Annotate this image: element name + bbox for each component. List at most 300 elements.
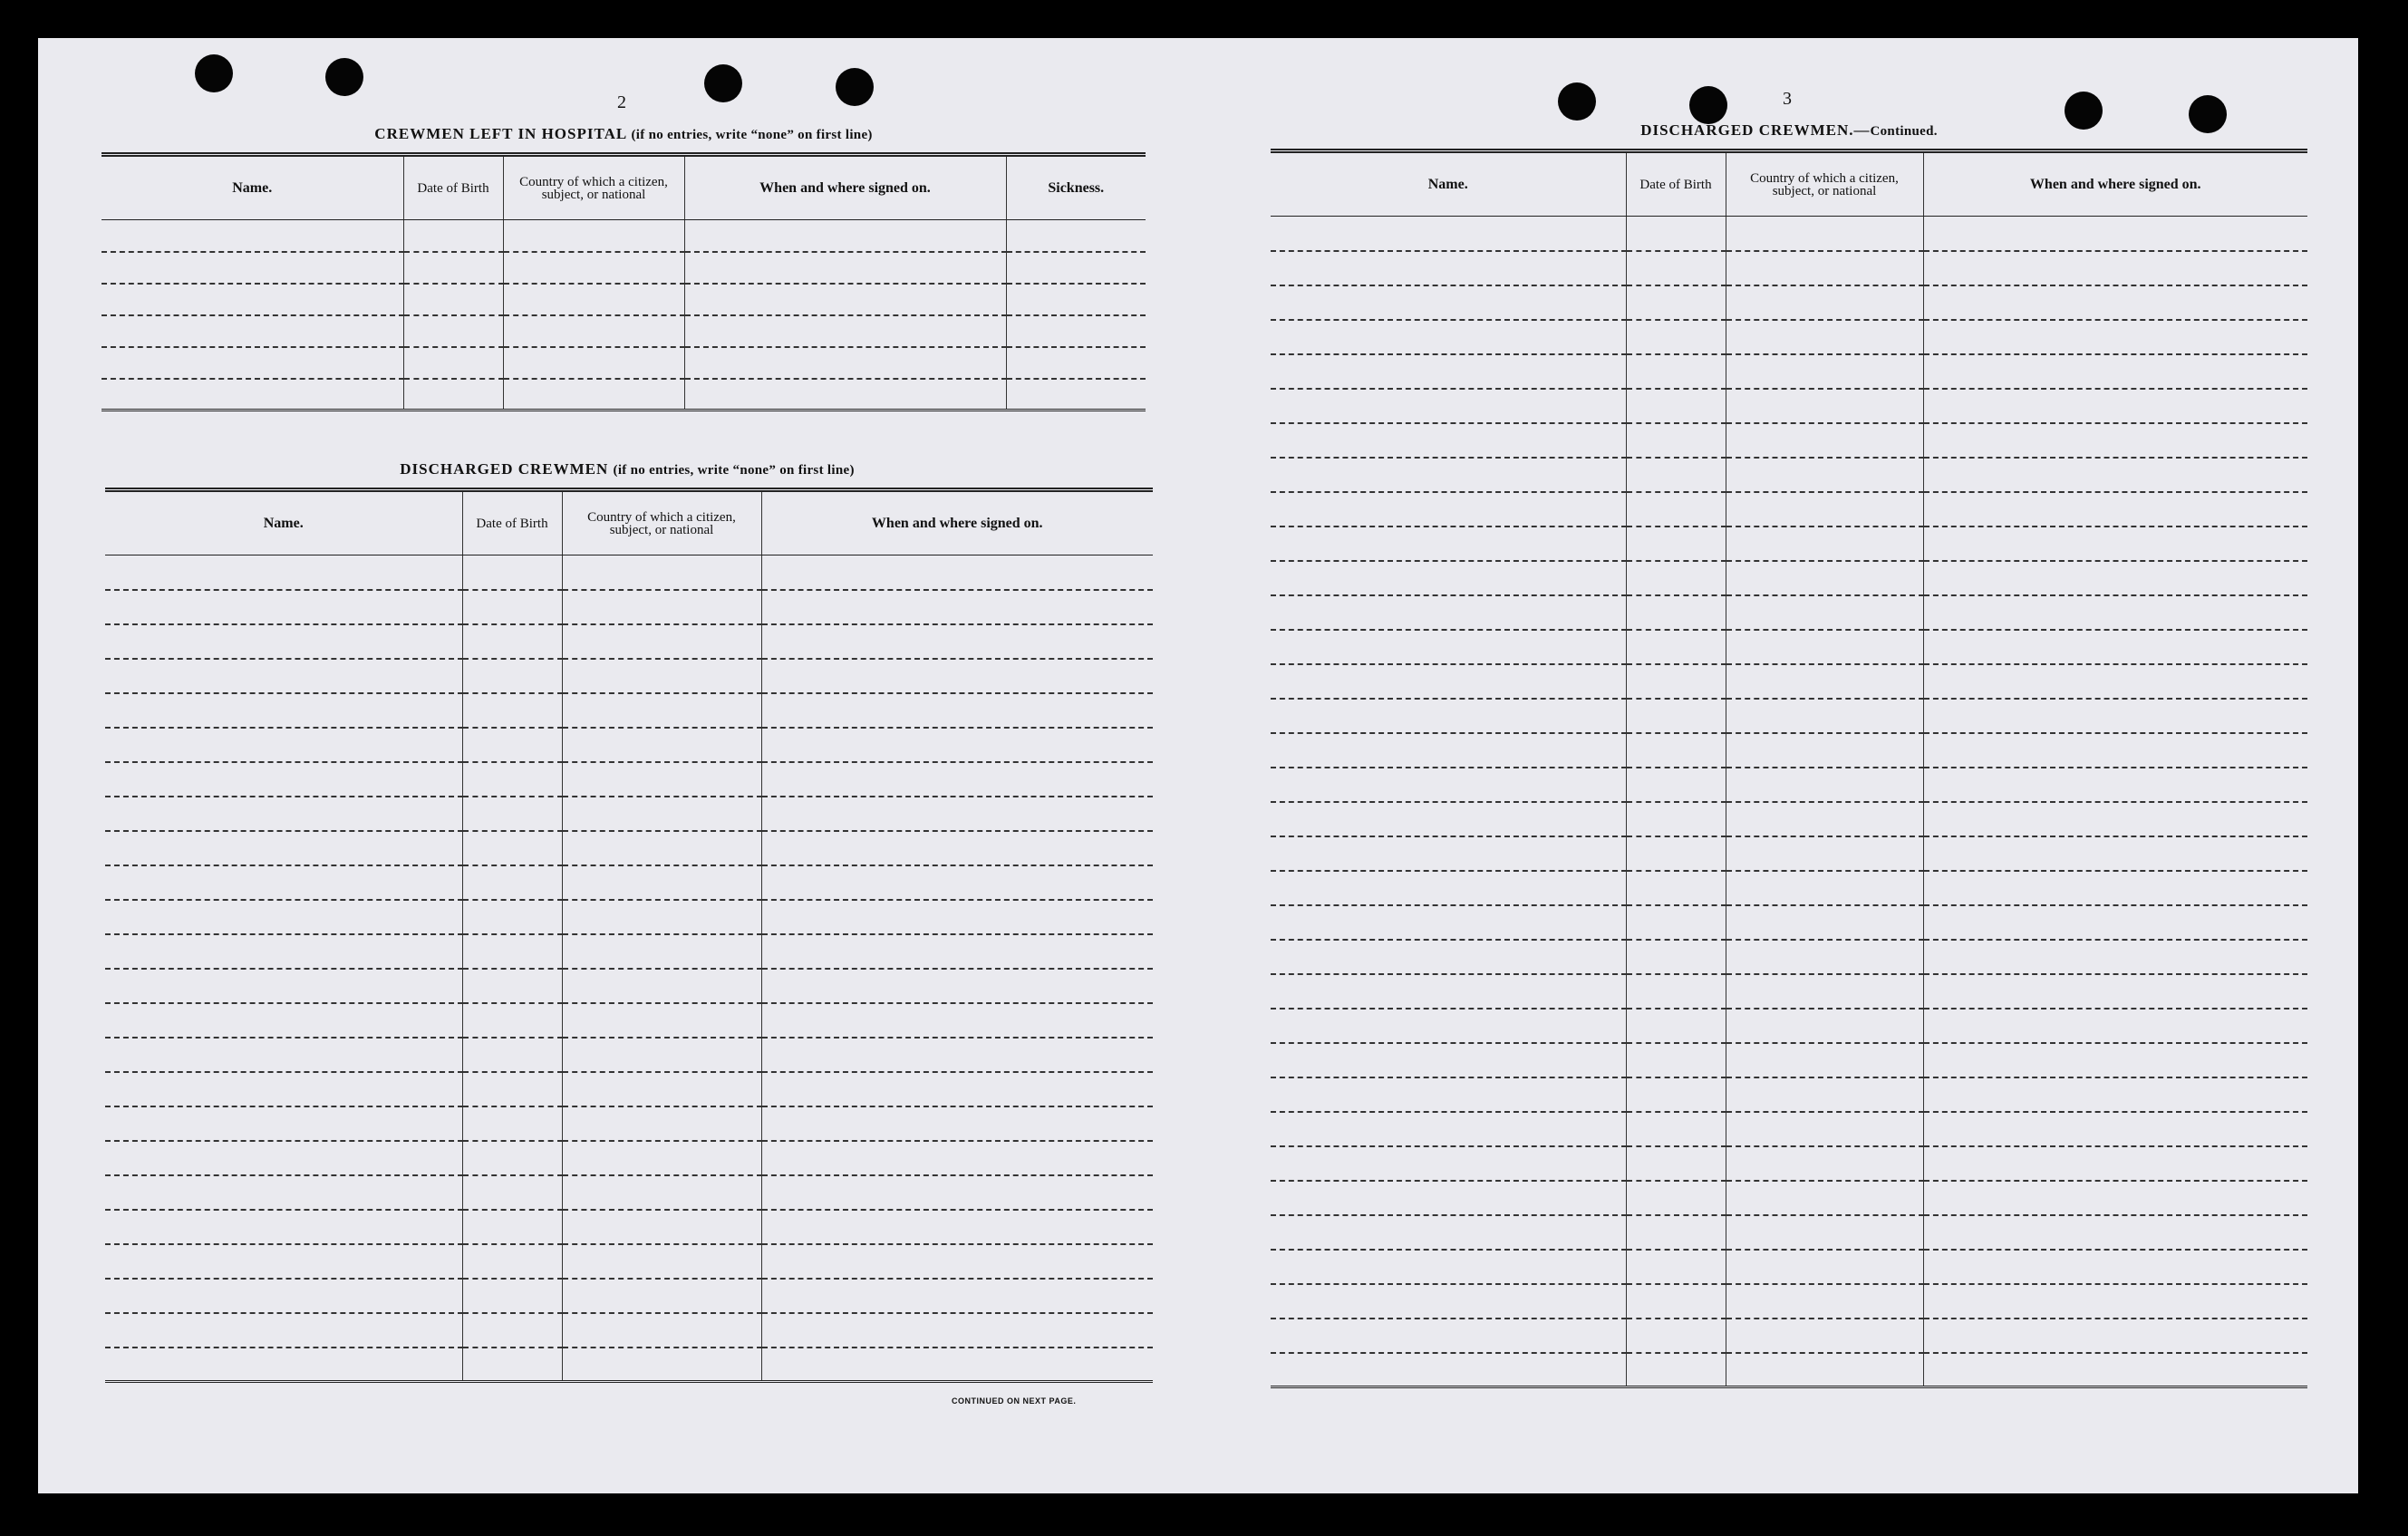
blank-entry-cell[interactable] bbox=[562, 1279, 761, 1313]
blank-entry-cell[interactable] bbox=[1923, 354, 2307, 389]
blank-entry-cell[interactable] bbox=[1626, 1043, 1726, 1077]
blank-entry-cell[interactable] bbox=[1923, 389, 2307, 423]
blank-entry-cell[interactable] bbox=[562, 969, 761, 1003]
blank-entry-cell[interactable] bbox=[1271, 320, 1626, 354]
blank-entry-cell[interactable] bbox=[403, 315, 503, 347]
blank-entry-cell[interactable] bbox=[462, 659, 562, 693]
table-row bbox=[1271, 217, 2307, 251]
blank-entry-cell[interactable] bbox=[462, 1003, 562, 1038]
blank-entry-cell[interactable] bbox=[1271, 871, 1626, 905]
blank-entry-cell[interactable] bbox=[462, 555, 562, 590]
table-row bbox=[1271, 492, 2307, 526]
blank-entry-cell[interactable] bbox=[105, 934, 462, 969]
blank-entry-cell[interactable] bbox=[1626, 320, 1726, 354]
blank-entry-cell[interactable] bbox=[1271, 1215, 1626, 1250]
blank-entry-cell[interactable] bbox=[1626, 423, 1726, 458]
blank-entry-cell[interactable] bbox=[761, 1210, 1153, 1244]
blank-entry-cell[interactable] bbox=[105, 797, 462, 831]
blank-entry-cell[interactable] bbox=[1726, 940, 1923, 974]
blank-entry-cell[interactable] bbox=[761, 934, 1153, 969]
table-row bbox=[102, 379, 1146, 411]
blank-entry-cell[interactable] bbox=[1626, 595, 1726, 630]
blank-entry-cell[interactable] bbox=[1626, 802, 1726, 836]
blank-entry-cell[interactable] bbox=[1626, 251, 1726, 285]
blank-entry-cell[interactable] bbox=[1626, 1181, 1726, 1215]
blank-entry-cell[interactable] bbox=[102, 315, 403, 347]
blank-entry-cell[interactable] bbox=[1626, 940, 1726, 974]
blank-entry-cell[interactable] bbox=[462, 831, 562, 865]
table-row bbox=[1271, 526, 2307, 561]
blank-entry-cell[interactable] bbox=[562, 865, 761, 900]
blank-entry-cell[interactable] bbox=[1271, 526, 1626, 561]
blank-entry-cell[interactable] bbox=[1726, 1250, 1923, 1284]
blank-entry-cell[interactable] bbox=[462, 797, 562, 831]
blank-entry-cell[interactable] bbox=[684, 315, 1006, 347]
hospital-title-note: (if no entries, write “none” on first line) bbox=[631, 128, 873, 142]
blank-entry-cell[interactable] bbox=[1271, 1077, 1626, 1112]
blank-entry-cell[interactable] bbox=[102, 347, 403, 379]
blank-entry-cell[interactable] bbox=[562, 934, 761, 969]
blank-entry-cell[interactable] bbox=[1271, 389, 1626, 423]
blank-entry-cell[interactable] bbox=[1726, 526, 1923, 561]
blank-entry-cell[interactable] bbox=[1726, 492, 1923, 526]
table-row bbox=[105, 555, 1153, 590]
blank-entry-cell[interactable] bbox=[105, 969, 462, 1003]
blank-entry-cell[interactable] bbox=[105, 1313, 462, 1348]
blank-entry-cell[interactable] bbox=[105, 555, 462, 590]
blank-entry-cell[interactable] bbox=[761, 831, 1153, 865]
blank-entry-cell[interactable] bbox=[562, 1141, 761, 1175]
blank-entry-cell[interactable] bbox=[761, 1348, 1153, 1382]
blank-entry-cell[interactable] bbox=[1626, 526, 1726, 561]
blank-entry-cell[interactable] bbox=[1923, 1146, 2307, 1181]
table-row bbox=[1271, 1077, 2307, 1112]
table-row bbox=[1271, 320, 2307, 354]
blank-entry-cell[interactable] bbox=[1271, 733, 1626, 768]
blank-entry-cell[interactable] bbox=[1923, 768, 2307, 802]
blank-entry-cell[interactable] bbox=[462, 1279, 562, 1313]
blank-entry-cell[interactable] bbox=[1923, 561, 2307, 595]
blank-entry-cell[interactable] bbox=[1271, 1319, 1626, 1353]
blank-entry-cell[interactable] bbox=[761, 1313, 1153, 1348]
blank-entry-cell[interactable] bbox=[1626, 699, 1726, 733]
blank-entry-cell[interactable] bbox=[1626, 1112, 1726, 1146]
continued-header-signed-on: When and where signed on. bbox=[1923, 151, 2307, 217]
table-row bbox=[105, 1038, 1153, 1072]
blank-entry-cell[interactable] bbox=[761, 728, 1153, 762]
table-row bbox=[1271, 285, 2307, 320]
blank-entry-cell[interactable] bbox=[1726, 768, 1923, 802]
blank-entry-cell[interactable] bbox=[462, 728, 562, 762]
blank-entry-cell[interactable] bbox=[1726, 733, 1923, 768]
hospital-header-sickness: Sickness. bbox=[1006, 155, 1146, 220]
blank-entry-cell[interactable] bbox=[1923, 1215, 2307, 1250]
blank-entry-cell[interactable] bbox=[1271, 1181, 1626, 1215]
blank-entry-cell[interactable] bbox=[1626, 905, 1726, 940]
blank-entry-cell[interactable] bbox=[1271, 1146, 1626, 1181]
table-row bbox=[105, 728, 1153, 762]
blank-entry-cell[interactable] bbox=[1626, 1353, 1726, 1387]
blank-entry-cell[interactable] bbox=[761, 590, 1153, 624]
blank-entry-cell[interactable] bbox=[1006, 252, 1146, 284]
blank-entry-cell[interactable] bbox=[761, 1279, 1153, 1313]
blank-entry-cell[interactable] bbox=[102, 284, 403, 315]
blank-entry-cell[interactable] bbox=[105, 1210, 462, 1244]
blank-entry-cell[interactable] bbox=[105, 693, 462, 728]
discharged-header-signed-on: When and where signed on. bbox=[761, 490, 1153, 555]
blank-entry-cell[interactable] bbox=[1271, 1043, 1626, 1077]
blank-entry-cell[interactable] bbox=[1726, 1284, 1923, 1319]
blank-entry-cell[interactable] bbox=[1626, 217, 1726, 251]
blank-entry-cell[interactable] bbox=[102, 379, 403, 411]
blank-entry-cell[interactable] bbox=[1923, 1181, 2307, 1215]
blank-entry-cell[interactable] bbox=[462, 590, 562, 624]
blank-entry-cell[interactable] bbox=[1726, 664, 1923, 699]
table-row bbox=[105, 590, 1153, 624]
blank-entry-cell[interactable] bbox=[684, 347, 1006, 379]
punch-hole-icon bbox=[1689, 86, 1727, 124]
blank-entry-cell[interactable] bbox=[462, 1141, 562, 1175]
blank-entry-cell[interactable] bbox=[761, 1141, 1153, 1175]
blank-entry-cell[interactable] bbox=[1006, 315, 1146, 347]
blank-entry-cell[interactable] bbox=[562, 1348, 761, 1382]
blank-entry-cell[interactable] bbox=[462, 1210, 562, 1244]
blank-entry-cell[interactable] bbox=[761, 1175, 1153, 1210]
blank-entry-cell[interactable] bbox=[503, 220, 684, 252]
blank-entry-cell[interactable] bbox=[1923, 836, 2307, 871]
table-row bbox=[105, 1072, 1153, 1106]
blank-entry-cell[interactable] bbox=[105, 831, 462, 865]
blank-entry-cell[interactable] bbox=[1271, 974, 1626, 1009]
blank-entry-cell[interactable] bbox=[562, 797, 761, 831]
blank-entry-cell[interactable] bbox=[1271, 354, 1626, 389]
blank-entry-cell[interactable] bbox=[1271, 699, 1626, 733]
blank-entry-cell[interactable] bbox=[1726, 802, 1923, 836]
blank-entry-cell[interactable] bbox=[105, 1244, 462, 1279]
blank-entry-cell[interactable] bbox=[562, 1038, 761, 1072]
table-row bbox=[105, 934, 1153, 969]
table-row bbox=[105, 1348, 1153, 1382]
discharged-header-name: Name. bbox=[105, 490, 462, 555]
blank-entry-cell[interactable] bbox=[761, 1072, 1153, 1106]
table-row bbox=[1271, 1146, 2307, 1181]
blank-entry-cell[interactable] bbox=[1726, 1112, 1923, 1146]
blank-entry-cell[interactable] bbox=[1271, 802, 1626, 836]
blank-entry-cell[interactable] bbox=[1271, 630, 1626, 664]
blank-entry-cell[interactable] bbox=[462, 969, 562, 1003]
table-row bbox=[1271, 871, 2307, 905]
hospital-title-text: CREWMEN LEFT IN HOSPITAL bbox=[374, 125, 627, 142]
blank-entry-cell[interactable] bbox=[684, 252, 1006, 284]
blank-entry-cell[interactable] bbox=[1923, 630, 2307, 664]
blank-entry-cell[interactable] bbox=[403, 347, 503, 379]
blank-entry-cell[interactable] bbox=[105, 1279, 462, 1313]
blank-entry-cell[interactable] bbox=[1626, 1215, 1726, 1250]
blank-entry-cell[interactable] bbox=[1923, 1353, 2307, 1387]
blank-entry-cell[interactable] bbox=[462, 1106, 562, 1141]
blank-entry-cell[interactable] bbox=[1726, 871, 1923, 905]
blank-entry-cell[interactable] bbox=[562, 728, 761, 762]
blank-entry-cell[interactable] bbox=[1006, 347, 1146, 379]
blank-entry-cell[interactable] bbox=[1626, 1077, 1726, 1112]
blank-entry-cell[interactable] bbox=[1271, 1009, 1626, 1043]
blank-entry-cell[interactable] bbox=[1726, 423, 1923, 458]
blank-entry-cell[interactable] bbox=[1271, 768, 1626, 802]
blank-entry-cell[interactable] bbox=[403, 284, 503, 315]
blank-entry-cell[interactable] bbox=[1626, 768, 1726, 802]
blank-entry-cell[interactable] bbox=[562, 693, 761, 728]
blank-entry-cell[interactable] bbox=[562, 831, 761, 865]
blank-entry-cell[interactable] bbox=[1626, 354, 1726, 389]
blank-entry-cell[interactable] bbox=[562, 659, 761, 693]
blank-entry-cell[interactable] bbox=[1726, 1353, 1923, 1387]
blank-entry-cell[interactable] bbox=[1923, 458, 2307, 492]
blank-entry-cell[interactable] bbox=[761, 1003, 1153, 1038]
blank-entry-cell[interactable] bbox=[1923, 251, 2307, 285]
blank-entry-cell[interactable] bbox=[684, 220, 1006, 252]
blank-entry-cell[interactable] bbox=[1626, 1319, 1726, 1353]
blank-entry-cell[interactable] bbox=[503, 315, 684, 347]
blank-entry-cell[interactable] bbox=[1626, 871, 1726, 905]
blank-entry-cell[interactable] bbox=[462, 1072, 562, 1106]
table-row bbox=[1271, 1284, 2307, 1319]
blank-entry-cell[interactable] bbox=[761, 865, 1153, 900]
blank-entry-cell[interactable] bbox=[503, 284, 684, 315]
blank-entry-cell[interactable] bbox=[102, 220, 403, 252]
blank-entry-cell[interactable] bbox=[562, 1210, 761, 1244]
blank-entry-cell[interactable] bbox=[1923, 320, 2307, 354]
blank-entry-cell[interactable] bbox=[761, 693, 1153, 728]
blank-entry-cell[interactable] bbox=[503, 252, 684, 284]
blank-entry-cell[interactable] bbox=[105, 1141, 462, 1175]
blank-entry-cell[interactable] bbox=[102, 252, 403, 284]
blank-entry-cell[interactable] bbox=[562, 1106, 761, 1141]
blank-entry-cell[interactable] bbox=[1726, 1146, 1923, 1181]
table-row bbox=[1271, 664, 2307, 699]
blank-entry-cell[interactable] bbox=[462, 624, 562, 659]
blank-entry-cell[interactable] bbox=[761, 900, 1153, 934]
blank-entry-cell[interactable] bbox=[761, 659, 1153, 693]
blank-entry-cell[interactable] bbox=[1726, 1319, 1923, 1353]
blank-entry-cell[interactable] bbox=[462, 1175, 562, 1210]
hospital-table-body bbox=[102, 220, 1146, 411]
blank-entry-cell[interactable] bbox=[503, 347, 684, 379]
hospital-header-country: Country of which a citizen, subject, or national bbox=[503, 155, 684, 220]
blank-entry-cell[interactable] bbox=[403, 220, 503, 252]
blank-entry-cell[interactable] bbox=[462, 900, 562, 934]
blank-entry-cell[interactable] bbox=[1726, 699, 1923, 733]
blank-entry-cell[interactable] bbox=[105, 762, 462, 797]
blank-entry-cell[interactable] bbox=[1726, 836, 1923, 871]
blank-entry-cell[interactable] bbox=[761, 762, 1153, 797]
blank-entry-cell[interactable] bbox=[1271, 1250, 1626, 1284]
blank-entry-cell[interactable] bbox=[562, 900, 761, 934]
blank-entry-cell[interactable] bbox=[105, 1175, 462, 1210]
blank-entry-cell[interactable] bbox=[1923, 423, 2307, 458]
blank-entry-cell[interactable] bbox=[1626, 492, 1726, 526]
blank-entry-cell[interactable] bbox=[1923, 1077, 2307, 1112]
blank-entry-cell[interactable] bbox=[1726, 1215, 1923, 1250]
blank-entry-cell[interactable] bbox=[1726, 1009, 1923, 1043]
blank-entry-cell[interactable] bbox=[1923, 905, 2307, 940]
blank-entry-cell[interactable] bbox=[1626, 1009, 1726, 1043]
blank-entry-cell[interactable] bbox=[761, 1244, 1153, 1279]
blank-entry-cell[interactable] bbox=[403, 379, 503, 411]
blank-entry-cell[interactable] bbox=[1271, 217, 1626, 251]
blank-entry-cell[interactable] bbox=[684, 284, 1006, 315]
blank-entry-cell[interactable] bbox=[1923, 492, 2307, 526]
blank-entry-cell[interactable] bbox=[105, 1348, 462, 1382]
blank-entry-cell[interactable] bbox=[761, 555, 1153, 590]
blank-entry-cell[interactable] bbox=[1271, 1284, 1626, 1319]
blank-entry-cell[interactable] bbox=[1923, 1009, 2307, 1043]
blank-entry-cell[interactable] bbox=[1923, 285, 2307, 320]
blank-entry-cell[interactable] bbox=[462, 1038, 562, 1072]
blank-entry-cell[interactable] bbox=[1726, 974, 1923, 1009]
blank-entry-cell[interactable] bbox=[1626, 733, 1726, 768]
blank-entry-cell[interactable] bbox=[1271, 905, 1626, 940]
blank-entry-cell[interactable] bbox=[1271, 492, 1626, 526]
table-row bbox=[105, 762, 1153, 797]
blank-entry-cell[interactable] bbox=[105, 728, 462, 762]
blank-entry-cell[interactable] bbox=[562, 590, 761, 624]
blank-entry-cell[interactable] bbox=[1271, 251, 1626, 285]
punch-hole-icon bbox=[325, 58, 363, 96]
blank-entry-cell[interactable] bbox=[1626, 1284, 1726, 1319]
blank-entry-cell[interactable] bbox=[105, 1072, 462, 1106]
blank-entry-cell[interactable] bbox=[503, 379, 684, 411]
blank-entry-cell[interactable] bbox=[562, 1175, 761, 1210]
blank-entry-cell[interactable] bbox=[562, 1003, 761, 1038]
blank-entry-cell[interactable] bbox=[1626, 630, 1726, 664]
blank-entry-cell[interactable] bbox=[462, 762, 562, 797]
table-row bbox=[1271, 802, 2307, 836]
blank-entry-cell[interactable] bbox=[1726, 1077, 1923, 1112]
blank-entry-cell[interactable] bbox=[562, 624, 761, 659]
blank-entry-cell[interactable] bbox=[761, 1106, 1153, 1141]
blank-entry-cell[interactable] bbox=[1726, 1181, 1923, 1215]
blank-entry-cell[interactable] bbox=[462, 1244, 562, 1279]
table-row bbox=[1271, 699, 2307, 733]
blank-entry-cell[interactable] bbox=[1923, 1319, 2307, 1353]
blank-entry-cell[interactable] bbox=[1923, 664, 2307, 699]
blank-entry-cell[interactable] bbox=[1271, 561, 1626, 595]
blank-entry-cell[interactable] bbox=[105, 865, 462, 900]
blank-entry-cell[interactable] bbox=[1271, 664, 1626, 699]
blank-entry-cell[interactable] bbox=[1923, 1043, 2307, 1077]
blank-entry-cell[interactable] bbox=[761, 1038, 1153, 1072]
table-row bbox=[105, 969, 1153, 1003]
blank-entry-cell[interactable] bbox=[1923, 871, 2307, 905]
punch-hole-icon bbox=[704, 64, 742, 102]
blank-entry-cell[interactable] bbox=[1006, 379, 1146, 411]
blank-entry-cell[interactable] bbox=[761, 969, 1153, 1003]
blank-entry-cell[interactable] bbox=[462, 865, 562, 900]
blank-entry-cell[interactable] bbox=[562, 1072, 761, 1106]
blank-entry-cell[interactable] bbox=[1271, 423, 1626, 458]
blank-entry-cell[interactable] bbox=[1726, 285, 1923, 320]
blank-entry-cell[interactable] bbox=[761, 797, 1153, 831]
blank-entry-cell[interactable] bbox=[1923, 1250, 2307, 1284]
blank-entry-cell[interactable] bbox=[105, 900, 462, 934]
blank-entry-cell[interactable] bbox=[1271, 1353, 1626, 1387]
blank-entry-cell[interactable] bbox=[1626, 389, 1726, 423]
blank-entry-cell[interactable] bbox=[105, 590, 462, 624]
blank-entry-cell[interactable] bbox=[1923, 217, 2307, 251]
blank-entry-cell[interactable] bbox=[462, 693, 562, 728]
blank-entry-cell[interactable] bbox=[1626, 561, 1726, 595]
table-row bbox=[1271, 768, 2307, 802]
blank-entry-cell[interactable] bbox=[1626, 1146, 1726, 1181]
blank-entry-cell[interactable] bbox=[403, 252, 503, 284]
blank-entry-cell[interactable] bbox=[1271, 1112, 1626, 1146]
blank-entry-cell[interactable] bbox=[1626, 1250, 1726, 1284]
blank-entry-cell[interactable] bbox=[1271, 458, 1626, 492]
blank-entry-cell[interactable] bbox=[562, 555, 761, 590]
blank-entry-cell[interactable] bbox=[1923, 802, 2307, 836]
blank-entry-cell[interactable] bbox=[1726, 217, 1923, 251]
blank-entry-cell[interactable] bbox=[1726, 905, 1923, 940]
blank-entry-cell[interactable] bbox=[1923, 595, 2307, 630]
blank-entry-cell[interactable] bbox=[1626, 836, 1726, 871]
blank-entry-cell[interactable] bbox=[1271, 595, 1626, 630]
blank-entry-cell[interactable] bbox=[1726, 458, 1923, 492]
punch-hole-icon bbox=[195, 54, 233, 92]
blank-entry-cell[interactable] bbox=[462, 934, 562, 969]
blank-entry-cell[interactable] bbox=[1626, 664, 1726, 699]
blank-entry-cell[interactable] bbox=[1726, 389, 1923, 423]
blank-entry-cell[interactable] bbox=[105, 1038, 462, 1072]
blank-entry-cell[interactable] bbox=[684, 379, 1006, 411]
blank-entry-cell[interactable] bbox=[1726, 561, 1923, 595]
blank-entry-cell[interactable] bbox=[1006, 284, 1146, 315]
blank-entry-cell[interactable] bbox=[105, 1106, 462, 1141]
blank-entry-cell[interactable] bbox=[1923, 974, 2307, 1009]
blank-entry-cell[interactable] bbox=[105, 624, 462, 659]
blank-entry-cell[interactable] bbox=[1271, 836, 1626, 871]
blank-entry-cell[interactable] bbox=[462, 1313, 562, 1348]
blank-entry-cell[interactable] bbox=[1626, 458, 1726, 492]
blank-entry-cell[interactable] bbox=[1626, 285, 1726, 320]
blank-entry-cell[interactable] bbox=[1726, 354, 1923, 389]
discharged-continued-title bbox=[1271, 121, 2307, 140]
table-row bbox=[1271, 595, 2307, 630]
blank-entry-cell[interactable] bbox=[1923, 699, 2307, 733]
blank-entry-cell[interactable] bbox=[1726, 251, 1923, 285]
blank-entry-cell[interactable] bbox=[562, 762, 761, 797]
blank-entry-cell[interactable] bbox=[562, 1313, 761, 1348]
blank-entry-cell[interactable] bbox=[1726, 630, 1923, 664]
blank-entry-cell[interactable] bbox=[1271, 285, 1626, 320]
blank-entry-cell[interactable] bbox=[1923, 1112, 2307, 1146]
blank-entry-cell[interactable] bbox=[1271, 940, 1626, 974]
blank-entry-cell[interactable] bbox=[1006, 220, 1146, 252]
blank-entry-cell[interactable] bbox=[1726, 595, 1923, 630]
blank-entry-cell[interactable] bbox=[1923, 526, 2307, 561]
blank-entry-cell[interactable] bbox=[462, 1348, 562, 1382]
blank-entry-cell[interactable] bbox=[1923, 733, 2307, 768]
blank-entry-cell[interactable] bbox=[1923, 940, 2307, 974]
blank-entry-cell[interactable] bbox=[105, 1003, 462, 1038]
blank-entry-cell[interactable] bbox=[1726, 1043, 1923, 1077]
blank-entry-cell[interactable] bbox=[562, 1244, 761, 1279]
blank-entry-cell[interactable] bbox=[1626, 974, 1726, 1009]
blank-entry-cell[interactable] bbox=[761, 624, 1153, 659]
blank-entry-cell[interactable] bbox=[1923, 1284, 2307, 1319]
blank-entry-cell[interactable] bbox=[1726, 320, 1923, 354]
blank-entry-cell[interactable] bbox=[105, 659, 462, 693]
table-row bbox=[105, 659, 1153, 693]
